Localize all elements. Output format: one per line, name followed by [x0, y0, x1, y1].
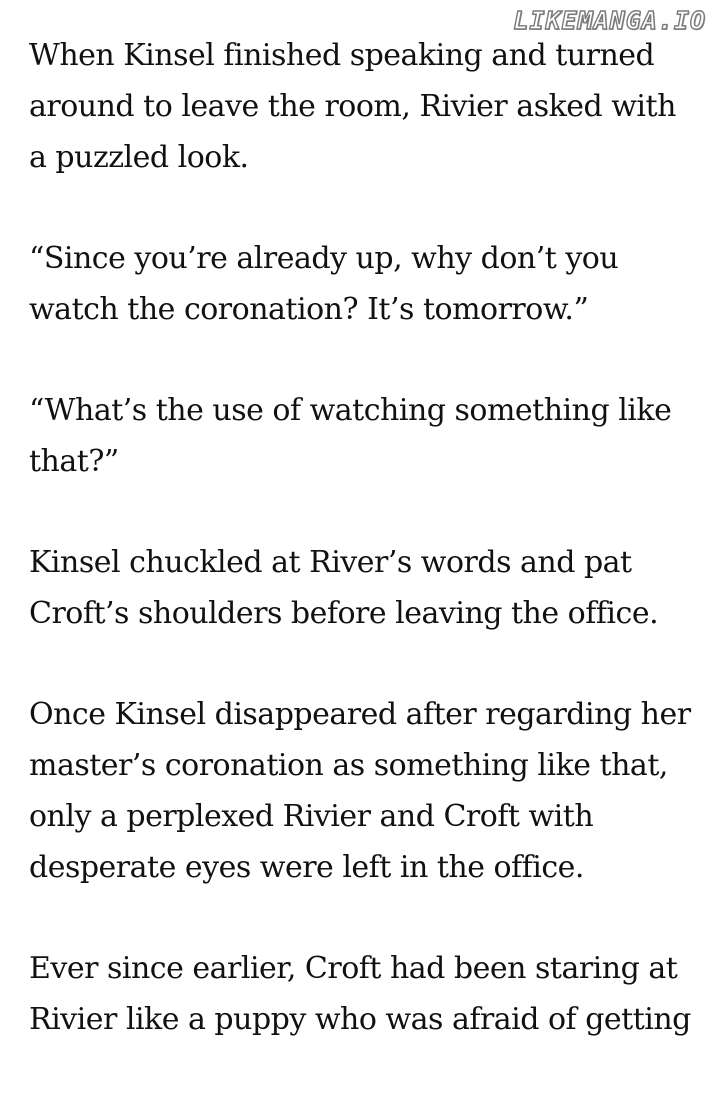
text-line: around to leave the room, Rivier asked with [29, 89, 676, 124]
text-line: master’s coronation as something like that, [29, 748, 668, 783]
paragraph-4 [29, 537, 699, 639]
text-line: Rivier like a puppy who was afraid of getting [29, 1002, 691, 1037]
paragraph-6 [29, 943, 699, 1045]
text-line: only a perplexed Rivier and Croft with [29, 799, 594, 834]
site-watermark: LIKEMANGA.IO [513, 6, 706, 35]
text-line: “Since you’re already up, why don’t you [29, 241, 619, 276]
text-line: watch the coronation? It’s tomorrow.” [29, 292, 589, 327]
text-line: Ever since earlier, Croft had been staring at [29, 951, 678, 986]
text-line: that?” [29, 444, 119, 479]
paragraph-5 [29, 689, 699, 893]
text-line: Once Kinsel disappeared after regarding her [29, 697, 691, 732]
text-line: Kinsel chuckled at River’s words and pat [29, 545, 632, 580]
paragraph-3 [29, 385, 699, 487]
paragraph-1 [29, 30, 699, 183]
text-line: Croft’s shoulders before leaving the office. [29, 596, 659, 631]
text-line: a puzzled look. [29, 140, 249, 175]
text-line: desperate eyes were left in the office. [29, 850, 584, 885]
story-text [29, 30, 699, 1095]
paragraph-2 [29, 233, 699, 335]
text-line: When Kinsel finished speaking and turned [29, 38, 655, 73]
text-line: “What’s the use of watching something like [29, 393, 672, 428]
